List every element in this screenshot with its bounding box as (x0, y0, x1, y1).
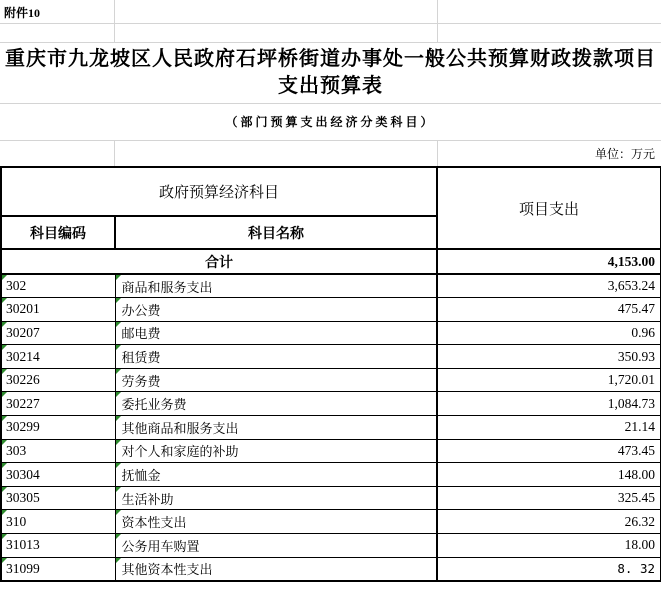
subject-code-cell[interactable] (1, 510, 115, 534)
subject-name: 其他商品和服务支出 (121, 420, 239, 436)
budget-table (0, 166, 661, 582)
subject-code: 30226 (6, 372, 40, 388)
project-value: 1,720.01 (607, 372, 656, 388)
project-value: 350.93 (617, 348, 656, 364)
total-label-cell[interactable] (1, 249, 437, 274)
table-row (1, 486, 661, 510)
subject-code: 31013 (6, 537, 40, 553)
cell-error-indicator-icon (116, 463, 121, 468)
project-value: 473.45 (617, 442, 656, 458)
total-row (1, 249, 661, 274)
table-row (1, 321, 661, 345)
project-value: 475.47 (617, 301, 656, 317)
unit-label: 单位：万元 (594, 147, 655, 161)
project-value-cell[interactable] (437, 439, 661, 463)
subject-name: 邮电费 (121, 326, 161, 342)
project-value-cell[interactable] (437, 557, 661, 581)
subject-code-cell[interactable] (1, 321, 115, 345)
subject-name: 公务用车购置 (121, 538, 200, 554)
subject-name-cell[interactable] (115, 486, 437, 510)
subject-code: 30304 (6, 466, 40, 482)
subject-name: 委托业务费 (121, 397, 187, 413)
total-value: 4,153.00 (607, 253, 656, 269)
project-value-cell[interactable] (437, 534, 661, 558)
cell-error-indicator-icon (2, 345, 7, 350)
project-value-cell[interactable] (437, 486, 661, 510)
gridline (114, 0, 115, 42)
gridline (0, 42, 661, 43)
project-value: 21.14 (624, 419, 656, 435)
sheet-top-area (0, 0, 661, 166)
table-row (1, 416, 661, 440)
cell-error-indicator-icon (2, 392, 7, 397)
cell-error-indicator-icon (2, 510, 7, 515)
cell-error-indicator-icon (2, 416, 7, 421)
subject-code-cell[interactable] (1, 534, 115, 558)
attachment-label: 附件10 (4, 6, 41, 20)
subject-code-cell[interactable] (1, 463, 115, 487)
subject-code: 302 (6, 278, 27, 294)
cell-error-indicator-icon (116, 440, 121, 445)
gridline (437, 0, 438, 42)
subject-code-cell[interactable] (1, 298, 115, 322)
subject-name: 生活补助 (121, 491, 174, 507)
total-label: 合计 (205, 255, 233, 271)
table-row (1, 534, 661, 558)
cell-error-indicator-icon (2, 440, 7, 445)
table-row (1, 345, 661, 369)
table-row (1, 298, 661, 322)
cell-error-indicator-icon (116, 345, 121, 350)
header-value-cell[interactable] (437, 167, 661, 249)
project-value: 26.32 (624, 513, 656, 529)
gridline (0, 140, 661, 141)
subject-name-cell[interactable] (115, 534, 437, 558)
subject-code-cell[interactable] (1, 416, 115, 440)
table-row (1, 439, 661, 463)
subject-code-cell[interactable] (1, 368, 115, 392)
cell-error-indicator-icon (116, 322, 121, 327)
cell-error-indicator-icon (2, 369, 7, 374)
cell-error-indicator-icon (116, 510, 121, 515)
header-code-cell[interactable] (1, 216, 115, 249)
project-value-cell[interactable] (437, 463, 661, 487)
subject-name: 租赁费 (121, 350, 161, 366)
subject-name: 资本性支出 (121, 515, 187, 531)
subject-name-cell[interactable] (115, 392, 437, 416)
cell-error-indicator-icon (116, 487, 121, 492)
subject-code: 30214 (6, 348, 40, 364)
table-row (1, 368, 661, 392)
subject-name: 商品和服务支出 (121, 279, 213, 295)
header-row-1 (1, 167, 661, 216)
gridline (0, 23, 661, 24)
gridline (0, 103, 661, 104)
header-group-cell[interactable] (1, 167, 437, 216)
cell-error-indicator-icon (2, 322, 7, 327)
header-name-cell[interactable] (115, 216, 437, 249)
subject-name-cell[interactable] (115, 510, 437, 534)
subject-code: 30299 (6, 419, 40, 435)
subject-name: 对个人和家庭的补助 (121, 444, 239, 460)
cell-error-indicator-icon (116, 298, 121, 303)
table-row (1, 557, 661, 581)
project-value: 325.45 (617, 490, 656, 506)
table-row (1, 392, 661, 416)
subject-name-cell[interactable] (115, 368, 437, 392)
project-value-cell[interactable] (437, 274, 661, 298)
subject-code: 30227 (6, 395, 40, 411)
cell-error-indicator-icon (116, 416, 121, 421)
table-row (1, 274, 661, 298)
project-value: 8. 32 (617, 561, 656, 577)
table-row (1, 510, 661, 534)
subject-code: 310 (6, 513, 27, 529)
cell-error-indicator-icon (2, 487, 7, 492)
cell-error-indicator-icon (2, 463, 7, 468)
project-value-cell[interactable] (437, 298, 661, 322)
cell-error-indicator-icon (116, 275, 121, 280)
subject-name-cell[interactable] (115, 345, 437, 369)
subject-code-cell[interactable] (1, 345, 115, 369)
subject-name-cell[interactable] (115, 557, 437, 581)
subject-code-cell[interactable] (1, 557, 115, 581)
subject-name: 其他资本性支出 (121, 562, 213, 578)
page-title: 重庆市九龙坡区人民政府石坪桥街道办事处一般公共预算财政拨款项目支出预算表 (5, 48, 656, 97)
project-value: 3,653.24 (607, 278, 656, 294)
cell-error-indicator-icon (116, 534, 121, 539)
header-name-label: 科目名称 (248, 224, 304, 241)
cell-error-indicator-icon (116, 392, 121, 397)
subject-name-cell[interactable] (115, 298, 437, 322)
subject-code: 30207 (6, 324, 40, 340)
table-row (1, 463, 661, 487)
page-subtitle: （部门预算支出经济分类科目） (225, 115, 436, 129)
subject-name-cell[interactable] (115, 274, 437, 298)
cell-error-indicator-icon (116, 558, 121, 563)
cell-error-indicator-icon (116, 369, 121, 374)
subject-name-cell[interactable] (115, 321, 437, 345)
project-value: 148.00 (617, 466, 656, 482)
subject-code-cell[interactable] (1, 486, 115, 510)
project-value-cell[interactable] (437, 416, 661, 440)
subject-code-cell[interactable] (1, 439, 115, 463)
subject-name: 办公费 (121, 302, 161, 318)
subject-code: 303 (6, 442, 27, 458)
project-value-cell[interactable] (437, 321, 661, 345)
subject-code-cell[interactable] (1, 392, 115, 416)
subject-code: 30305 (6, 490, 40, 506)
subject-code-cell[interactable] (1, 274, 115, 298)
cell-error-indicator-icon (2, 298, 7, 303)
subject-name-cell[interactable] (115, 439, 437, 463)
gridline (114, 140, 115, 166)
subject-name-cell[interactable] (115, 416, 437, 440)
subject-code: 30201 (6, 301, 40, 317)
project-value-cell[interactable] (437, 368, 661, 392)
project-value: 0.96 (631, 324, 656, 340)
cell-error-indicator-icon (2, 275, 7, 280)
project-value-cell[interactable] (437, 392, 661, 416)
total-value-cell[interactable] (437, 249, 661, 274)
subject-name: 抚恤金 (121, 468, 161, 484)
subject-code: 31099 (6, 560, 40, 576)
subject-name: 劳务费 (121, 373, 161, 389)
cell-error-indicator-icon (2, 558, 7, 563)
gridline (437, 140, 438, 166)
project-value: 1,084.73 (607, 395, 656, 411)
project-value: 18.00 (624, 537, 656, 553)
project-value-cell[interactable] (437, 510, 661, 534)
project-value-cell[interactable] (437, 345, 661, 369)
header-code-label: 科目编码 (30, 224, 86, 241)
cell-error-indicator-icon (2, 534, 7, 539)
subject-name-cell[interactable] (115, 463, 437, 487)
header-group-label: 政府预算经济科目 (159, 185, 280, 201)
header-value-label: 项目支出 (519, 201, 580, 218)
